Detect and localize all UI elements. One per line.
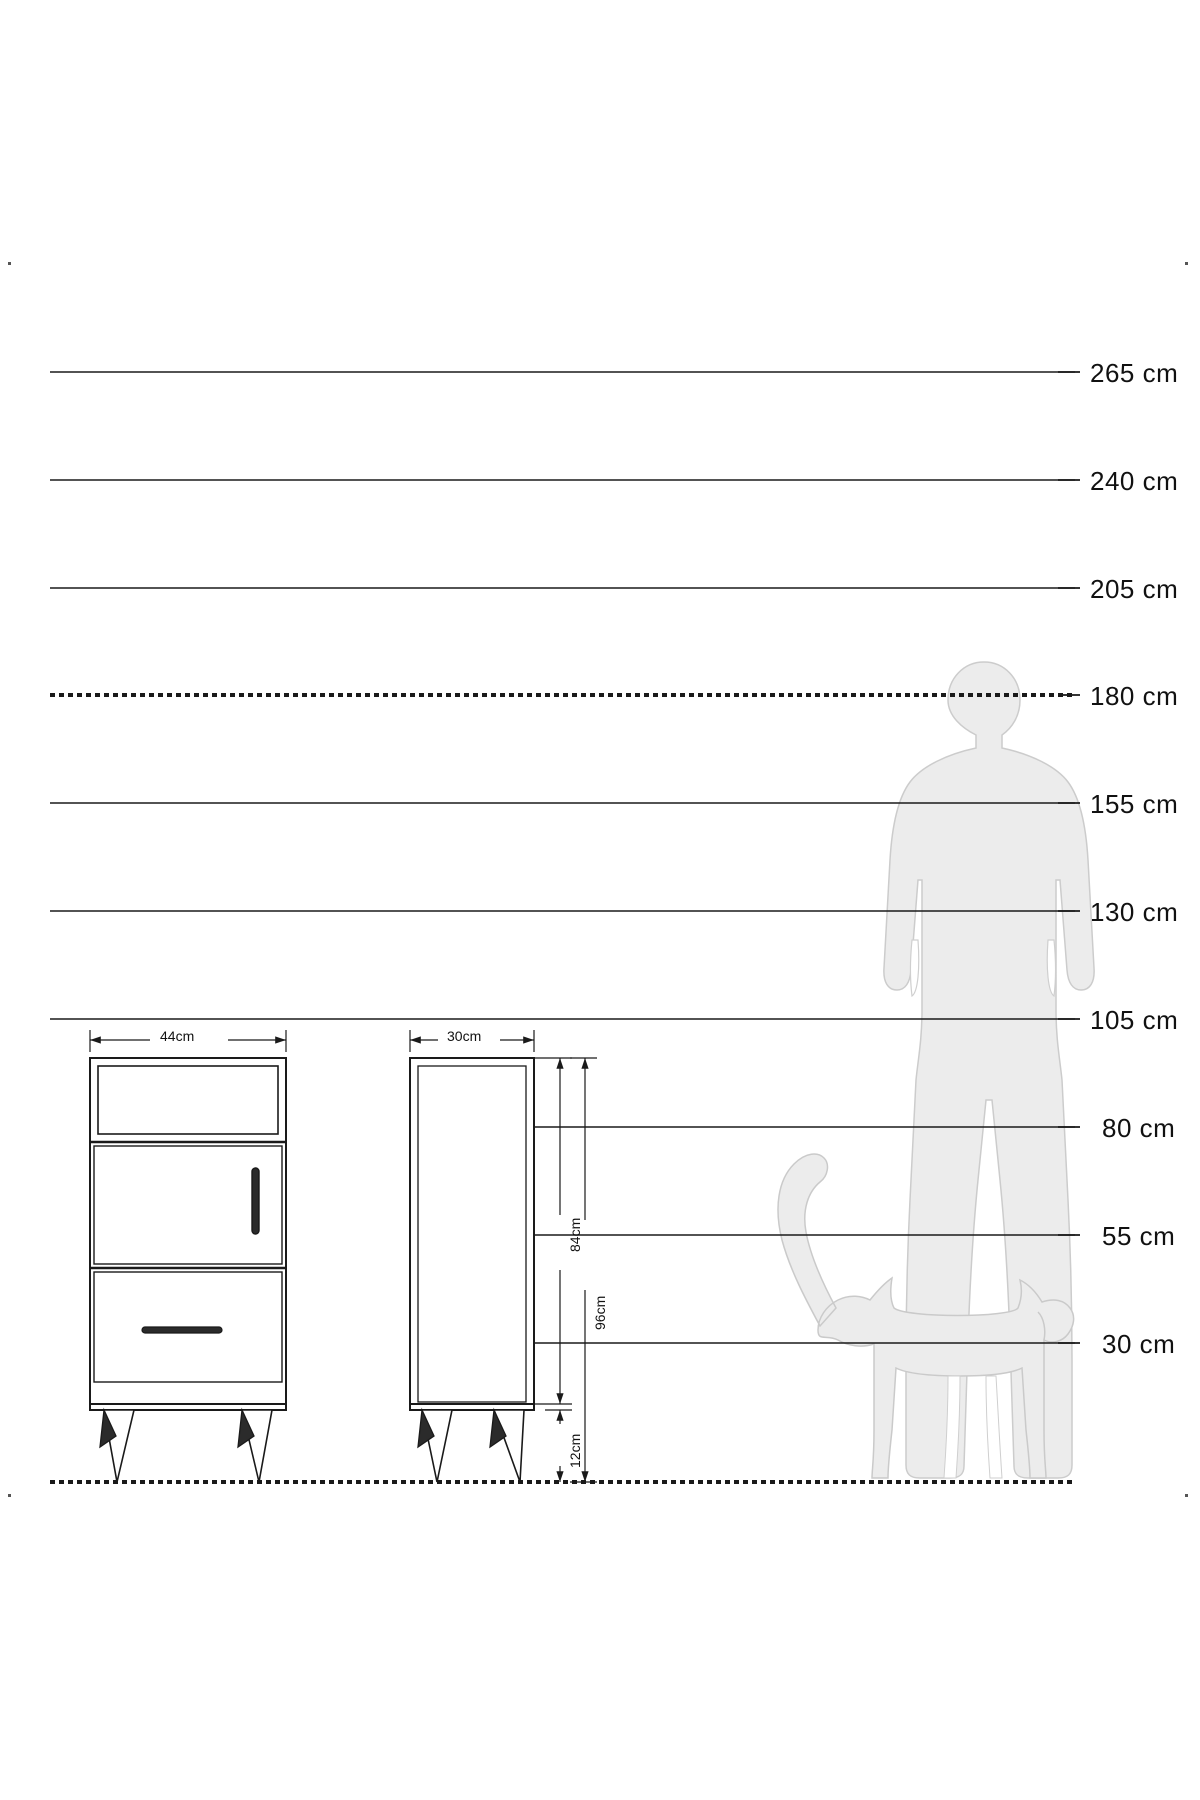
cabinet-side-elevation (410, 1058, 534, 1482)
cabinet-front-elevation (90, 1058, 286, 1482)
scale-label-130: 130 cm (1090, 897, 1179, 927)
scale-label-30: 30 cm (1102, 1329, 1176, 1359)
dim-label-front-width: 44cm (160, 1028, 195, 1044)
dim-label-side-width: 30cm (447, 1028, 482, 1044)
dim-label-total-height: 96cm (592, 1295, 608, 1330)
scale-label-55: 55 cm (1102, 1221, 1176, 1251)
scale-label-180: 180 cm (1090, 681, 1179, 711)
scale-label-155: 155 cm (1090, 789, 1179, 819)
dim-label-body-height: 84cm (567, 1217, 583, 1252)
scale-label-105: 105 cm (1090, 1005, 1179, 1035)
scale-label-205: 205 cm (1090, 574, 1179, 604)
dim-label-leg-height: 12cm (567, 1433, 583, 1468)
scale-label-80: 80 cm (1102, 1113, 1176, 1143)
scale-label-265: 265 cm (1090, 358, 1179, 388)
scale-label-240: 240 cm (1090, 466, 1179, 496)
